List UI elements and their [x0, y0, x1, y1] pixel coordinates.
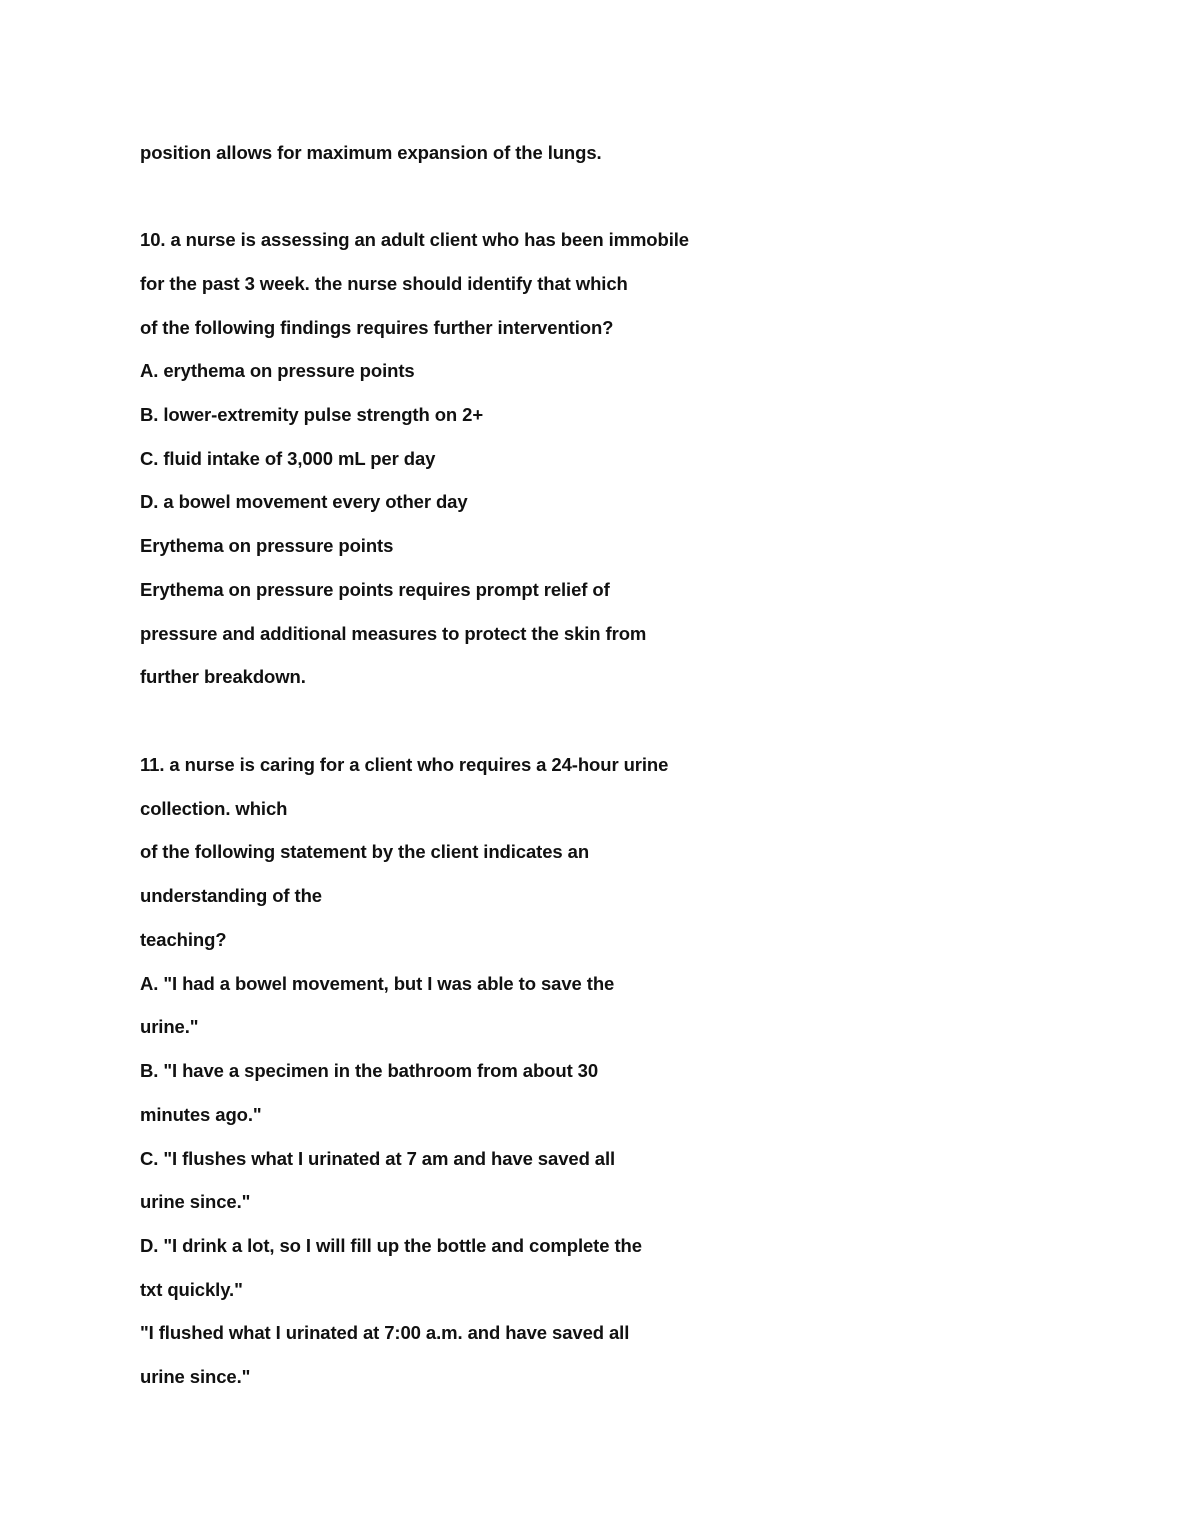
question-11-option-b-line-2: minutes ago." [140, 1104, 262, 1125]
question-10-option-b: B. lower-extremity pulse strength on 2+ [140, 404, 484, 425]
question-11-stem-line-1: 11. a nurse is caring for a client who requires a 24-hour urine [140, 754, 669, 775]
question-10-option-a: A. erythema on pressure points [140, 360, 415, 381]
question-11-answer-line-2: urine since." [140, 1366, 251, 1387]
question-10-stem-line-1: 10. a nurse is assessing an adult client who has been immobile [140, 229, 689, 250]
question-10-rationale-line-1: Erythema on pressure points requires prompt relief of [140, 579, 610, 600]
question-11-option-c-line-1: C. "I flushes what I urinated at 7 am and have saved all [140, 1148, 616, 1169]
question-10-option-d: D. a bowel movement every other day [140, 491, 468, 512]
question-11-option-d-line-1: D. "I drink a lot, so I will fill up the bottle and complete the [140, 1235, 642, 1256]
question-11-option-b-line-1: B. "I have a specimen in the bathroom from about 30 [140, 1060, 599, 1081]
question-10-answer: Erythema on pressure points [140, 535, 394, 556]
question-10-stem-line-3: of the following findings requires further intervention? [140, 317, 614, 338]
question-11-option-d-line-2: txt quickly." [140, 1279, 243, 1300]
question-10-rationale-line-2: pressure and additional measures to protect the skin from [140, 623, 647, 644]
question-11-option-a-line-2: urine." [140, 1016, 199, 1037]
question-11-stem-line-3: of the following statement by the client indicates an [140, 841, 590, 862]
question-11-stem-line-2: collection. which [140, 798, 288, 819]
question-11-answer-line-1: "I flushed what I urinated at 7:00 a.m. and have saved all [140, 1322, 630, 1343]
question-11-stem-line-4: understanding of the [140, 885, 322, 906]
question-11-option-c-line-2: urine since." [140, 1191, 251, 1212]
question-10-stem-line-2: for the past 3 week. the nurse should identify that which [140, 273, 628, 294]
question-10-rationale-line-3: further breakdown. [140, 666, 306, 687]
question-10-option-c: C. fluid intake of 3,000 mL per day [140, 448, 436, 469]
intro-text: position allows for maximum expansion of the lungs. [140, 142, 602, 163]
question-11-stem-line-5: teaching? [140, 929, 227, 950]
question-11-option-a-line-1: A. "I had a bowel movement, but I was able to save the [140, 973, 615, 994]
